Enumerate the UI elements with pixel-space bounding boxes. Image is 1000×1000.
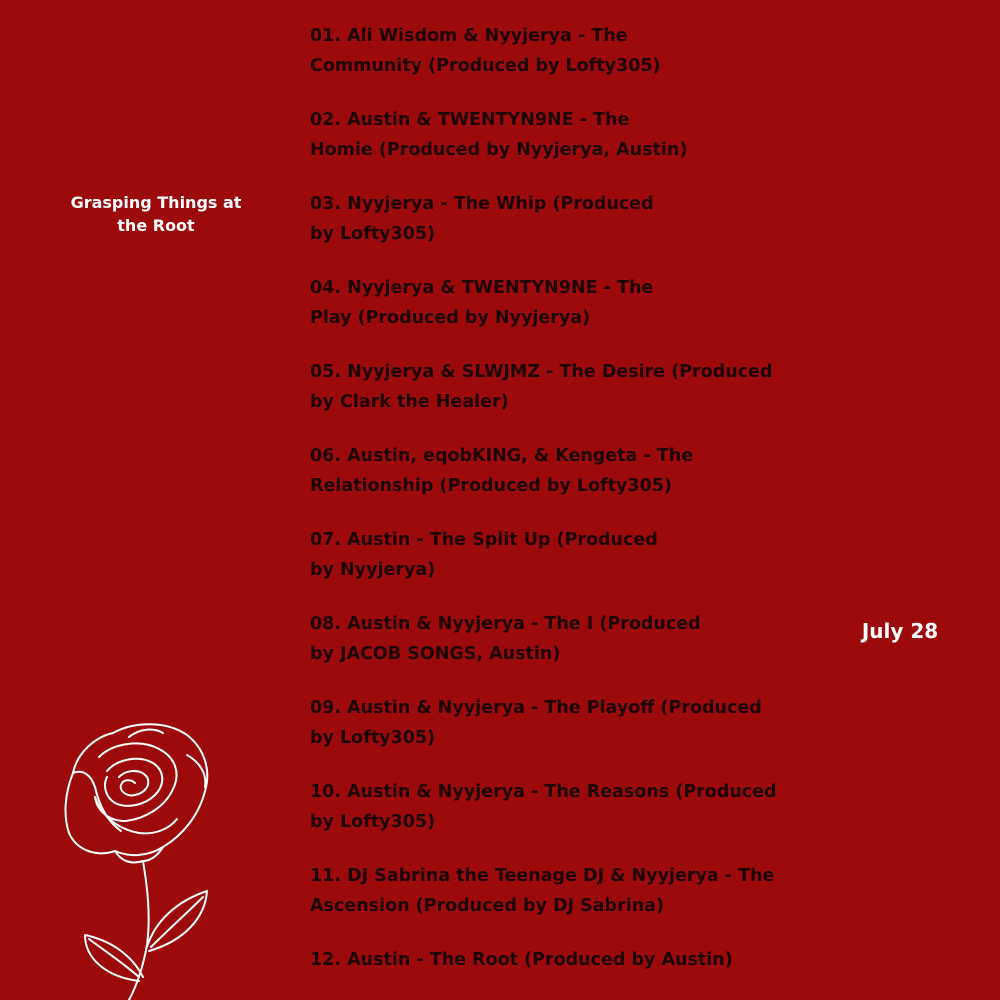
track-line-1: 04. Nyyjerya & TWENTYN9NE - The (310, 278, 654, 298)
track-line-1: 02. Austin & TWENTYN9NE - The (310, 110, 630, 130)
track-line-2: by Lofty305) (310, 728, 436, 748)
track-line-2: Homie (Produced by Nyyjerya, Austin) (310, 140, 688, 160)
track-line-2: by Lofty305) (310, 224, 436, 244)
release-date: July 28 (861, 619, 939, 643)
track-item (310, 273, 790, 333)
track-line-2: by Clark the Healer) (310, 392, 509, 412)
track-line-1: 06. Austin, eqobKING, & Kengeta - The (310, 446, 694, 466)
track-line-2: by Lofty305) (310, 812, 436, 832)
track-line-1: 10. Austin & Nyyjerya - The Reasons (Produced (310, 782, 777, 802)
track-line-2: Play (Produced by Nyyjerya) (310, 308, 591, 328)
track-line-1: 11. DJ Sabrina the Teenage DJ & Nyyjerya - The (310, 866, 775, 886)
track-item (310, 945, 790, 975)
track-line-1: 05. Nyyjerya & SLWJMZ - The Desire (Produced (310, 362, 773, 382)
track-item (310, 441, 790, 501)
track-line-1: 03. Nyyjerya - The Whip (Produced (310, 194, 654, 214)
track-line-2: Relationship (Produced by Lofty305) (310, 476, 672, 496)
track-item (310, 609, 790, 669)
track-line-2: Ascension (Produced by DJ Sabrina) (310, 896, 664, 916)
rose-line-art-icon (55, 715, 230, 1000)
track-item (310, 777, 790, 837)
track-item (310, 189, 790, 249)
track-line-1: 08. Austin & Nyyjerya - The I (Produced (310, 614, 701, 634)
track-item (310, 105, 790, 165)
album-title (56, 191, 256, 237)
track-item (310, 861, 790, 921)
track-item (310, 357, 790, 417)
track-line-1: 01. Ali Wisdom & Nyyjerya - The (310, 26, 628, 46)
track-item (310, 21, 790, 81)
track-line-1: 12. Austin - The Root (Produced by Austin) (310, 950, 733, 970)
track-line-2: by Nyyjerya) (310, 560, 436, 580)
track-item (310, 525, 790, 585)
track-line-1: 09. Austin & Nyyjerya - The Playoff (Produced (310, 698, 762, 718)
track-line-2: by JACOB SONGS, Austin) (310, 644, 561, 664)
album-title-line-1: Grasping Things at (70, 193, 242, 212)
track-line-2: Community (Produced by Lofty305) (310, 56, 661, 76)
album-title-line-2: the Root (117, 216, 195, 235)
track-item (310, 693, 790, 753)
track-line-1: 07. Austin - The Split Up (Produced (310, 530, 658, 550)
